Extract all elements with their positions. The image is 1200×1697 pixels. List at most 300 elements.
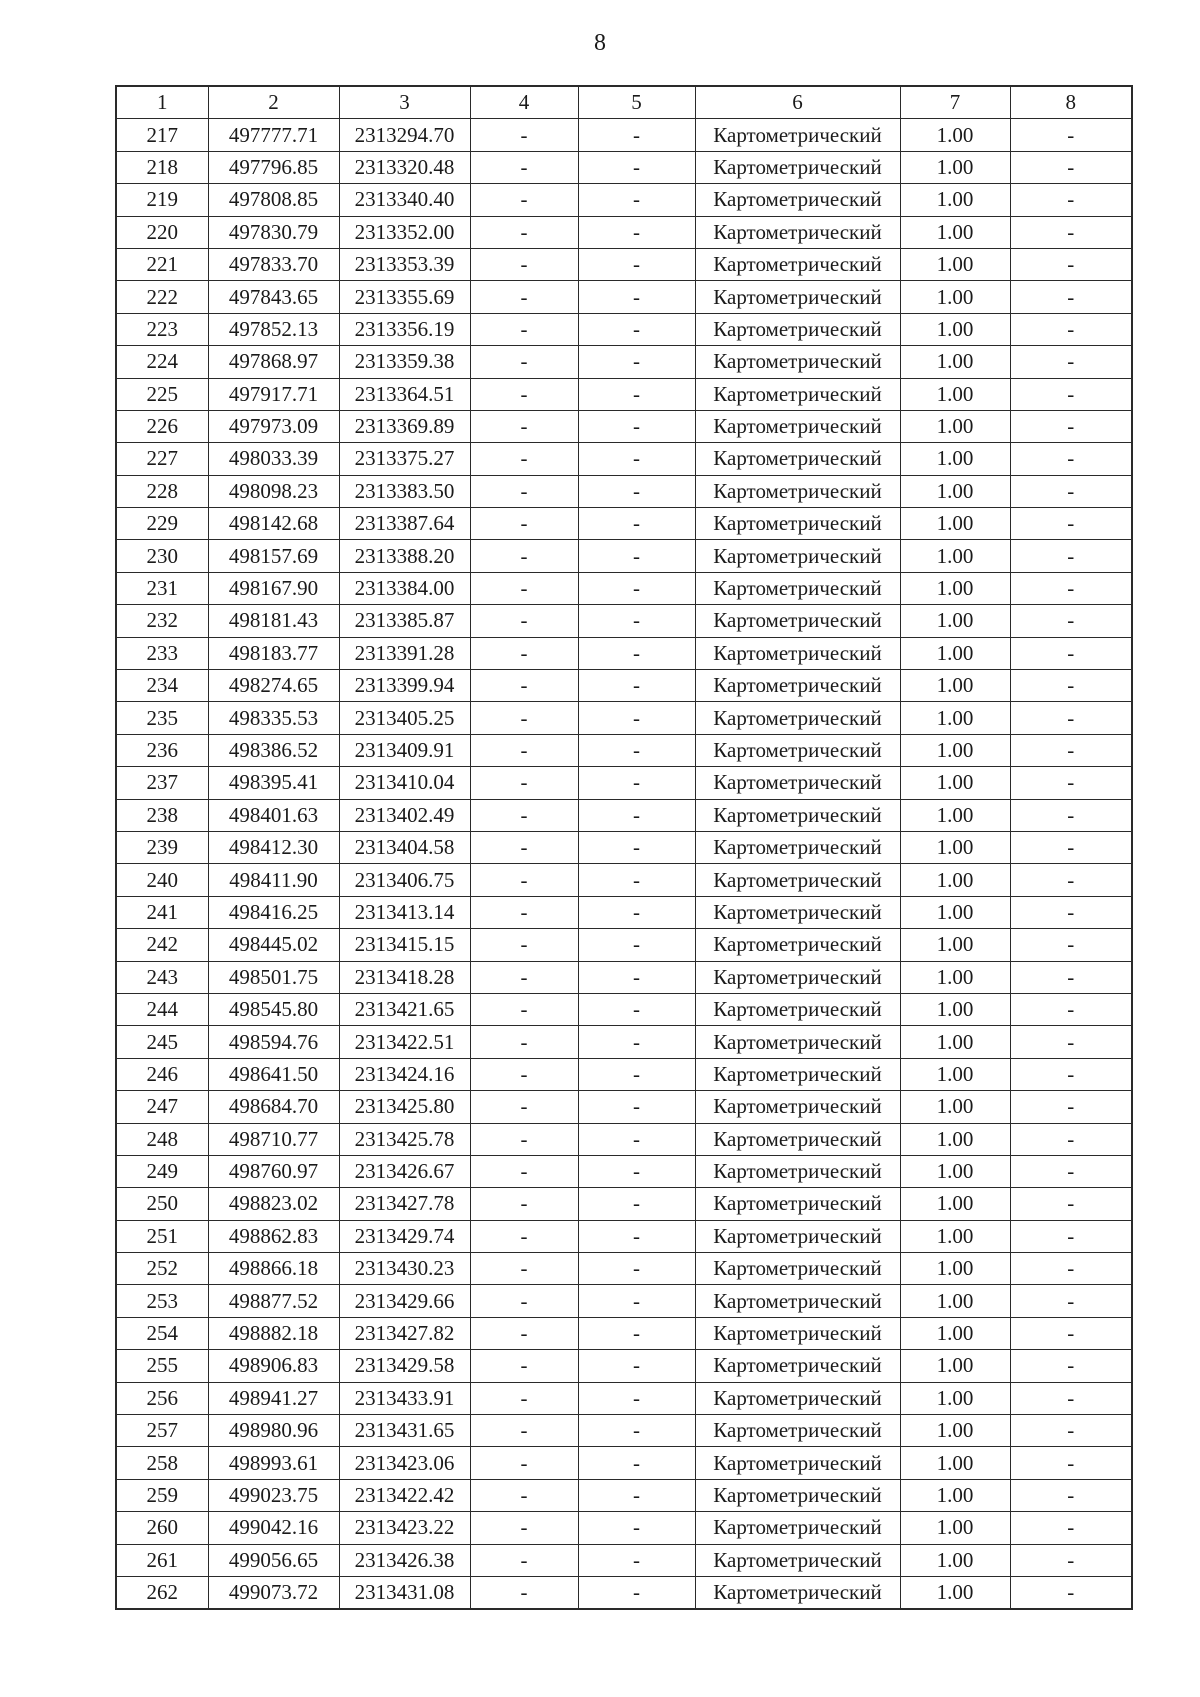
cell-x-coordinate: 497833.70 [208,248,339,280]
cell-col-4: - [470,929,578,961]
cell-point-number: 234 [116,670,208,702]
cell-col-4: - [470,864,578,896]
cell-point-number: 262 [116,1576,208,1609]
cell-col-8: - [1010,1220,1132,1252]
cell-y-coordinate: 2313387.64 [339,508,470,540]
cell-col-8: - [1010,831,1132,863]
cell-x-coordinate: 498877.52 [208,1285,339,1317]
cell-x-coordinate: 498411.90 [208,864,339,896]
cell-point-number: 257 [116,1415,208,1447]
cell-accuracy: 1.00 [900,248,1010,280]
cell-method: Картометрический [695,1026,900,1058]
header-row [116,86,1132,119]
cell-x-coordinate: 498412.30 [208,831,339,863]
cell-point-number: 219 [116,184,208,216]
cell-col-8: - [1010,1350,1132,1382]
table-row [116,1415,1132,1447]
cell-col-5: - [578,1026,695,1058]
cell-col-5: - [578,1317,695,1349]
table-row [116,410,1132,442]
cell-x-coordinate: 498181.43 [208,605,339,637]
cell-col-4: - [470,475,578,507]
cell-col-4: - [470,896,578,928]
cell-x-coordinate: 498823.02 [208,1188,339,1220]
cell-col-5: - [578,1576,695,1609]
cell-accuracy: 1.00 [900,184,1010,216]
table-row [116,346,1132,378]
cell-method: Картометрический [695,475,900,507]
column-header-1: 1 [116,86,208,119]
cell-col-8: - [1010,637,1132,669]
cell-col-8: - [1010,346,1132,378]
cell-x-coordinate: 498882.18 [208,1317,339,1349]
cell-method: Картометрический [695,1576,900,1609]
cell-col-8: - [1010,508,1132,540]
cell-method: Картометрический [695,1220,900,1252]
cell-method: Картометрический [695,1155,900,1187]
cell-point-number: 259 [116,1479,208,1511]
table-header [116,86,1132,119]
cell-col-8: - [1010,1123,1132,1155]
cell-col-5: - [578,410,695,442]
table-row [116,475,1132,507]
cell-x-coordinate: 498157.69 [208,540,339,572]
cell-col-4: - [470,572,578,604]
cell-point-number: 223 [116,313,208,345]
table-row [116,1544,1132,1576]
cell-col-8: - [1010,475,1132,507]
cell-x-coordinate: 497917.71 [208,378,339,410]
cell-col-4: - [470,799,578,831]
cell-y-coordinate: 2313402.49 [339,799,470,831]
cell-y-coordinate: 2313404.58 [339,831,470,863]
cell-y-coordinate: 2313429.58 [339,1350,470,1382]
cell-point-number: 249 [116,1155,208,1187]
cell-accuracy: 1.00 [900,961,1010,993]
cell-col-5: - [578,281,695,313]
cell-accuracy: 1.00 [900,1188,1010,1220]
column-header-3: 3 [339,86,470,119]
cell-method: Картометрический [695,1479,900,1511]
cell-col-8: - [1010,929,1132,961]
table-row [116,605,1132,637]
cell-col-5: - [578,1253,695,1285]
cell-point-number: 225 [116,378,208,410]
cell-col-8: - [1010,540,1132,572]
cell-col-8: - [1010,443,1132,475]
cell-accuracy: 1.00 [900,734,1010,766]
cell-accuracy: 1.00 [900,119,1010,151]
cell-y-coordinate: 2313391.28 [339,637,470,669]
cell-col-8: - [1010,1415,1132,1447]
cell-col-4: - [470,831,578,863]
cell-x-coordinate: 497973.09 [208,410,339,442]
cell-y-coordinate: 2313424.16 [339,1058,470,1090]
cell-col-4: - [470,540,578,572]
table-row [116,637,1132,669]
cell-y-coordinate: 2313425.78 [339,1123,470,1155]
cell-col-4: - [470,410,578,442]
cell-col-4: - [470,151,578,183]
cell-accuracy: 1.00 [900,670,1010,702]
cell-col-5: - [578,1091,695,1123]
cell-point-number: 227 [116,443,208,475]
cell-col-8: - [1010,702,1132,734]
cell-point-number: 221 [116,248,208,280]
cell-accuracy: 1.00 [900,1317,1010,1349]
cell-y-coordinate: 2313320.48 [339,151,470,183]
table-row [116,1382,1132,1414]
cell-col-4: - [470,378,578,410]
cell-method: Картометрический [695,1544,900,1576]
cell-accuracy: 1.00 [900,281,1010,313]
cell-method: Картометрический [695,831,900,863]
table-row [116,281,1132,313]
cell-point-number: 239 [116,831,208,863]
cell-accuracy: 1.00 [900,1350,1010,1382]
cell-col-5: - [578,313,695,345]
table-row [116,1512,1132,1544]
cell-x-coordinate: 498710.77 [208,1123,339,1155]
cell-col-4: - [470,1382,578,1414]
cell-col-8: - [1010,378,1132,410]
cell-x-coordinate: 497843.65 [208,281,339,313]
cell-method: Картометрический [695,1350,900,1382]
cell-method: Картометрический [695,410,900,442]
cell-col-8: - [1010,1253,1132,1285]
cell-col-5: - [578,1447,695,1479]
table-row [116,1058,1132,1090]
cell-col-4: - [470,1544,578,1576]
cell-col-5: - [578,508,695,540]
cell-col-8: - [1010,572,1132,604]
cell-col-4: - [470,1285,578,1317]
cell-y-coordinate: 2313430.23 [339,1253,470,1285]
cell-y-coordinate: 2313410.04 [339,767,470,799]
cell-accuracy: 1.00 [900,831,1010,863]
table-row [116,1285,1132,1317]
cell-y-coordinate: 2313423.22 [339,1512,470,1544]
cell-accuracy: 1.00 [900,1382,1010,1414]
cell-col-4: - [470,346,578,378]
table-row [116,1091,1132,1123]
cell-col-4: - [470,1317,578,1349]
cell-y-coordinate: 2313431.65 [339,1415,470,1447]
cell-x-coordinate: 498098.23 [208,475,339,507]
cell-y-coordinate: 2313415.15 [339,929,470,961]
cell-point-number: 258 [116,1447,208,1479]
cell-point-number: 233 [116,637,208,669]
cell-method: Картометрический [695,605,900,637]
cell-y-coordinate: 2313388.20 [339,540,470,572]
cell-method: Картометрический [695,443,900,475]
cell-col-4: - [470,1188,578,1220]
table-row [116,670,1132,702]
cell-method: Картометрический [695,248,900,280]
cell-x-coordinate: 498386.52 [208,734,339,766]
cell-col-5: - [578,831,695,863]
cell-col-5: - [578,184,695,216]
cell-col-5: - [578,378,695,410]
cell-col-5: - [578,151,695,183]
cell-col-4: - [470,508,578,540]
cell-method: Картометрический [695,1253,900,1285]
cell-col-8: - [1010,1058,1132,1090]
cell-accuracy: 1.00 [900,378,1010,410]
cell-x-coordinate: 498335.53 [208,702,339,734]
cell-accuracy: 1.00 [900,410,1010,442]
cell-col-8: - [1010,1447,1132,1479]
cell-y-coordinate: 2313422.42 [339,1479,470,1511]
cell-y-coordinate: 2313383.50 [339,475,470,507]
cell-col-5: - [578,1415,695,1447]
cell-col-4: - [470,1253,578,1285]
cell-method: Картометрический [695,864,900,896]
cell-col-8: - [1010,864,1132,896]
cell-col-4: - [470,216,578,248]
cell-col-5: - [578,1350,695,1382]
cell-col-5: - [578,216,695,248]
table-row [116,1220,1132,1252]
column-header-2: 2 [208,86,339,119]
cell-x-coordinate: 497830.79 [208,216,339,248]
cell-col-8: - [1010,1091,1132,1123]
cell-point-number: 247 [116,1091,208,1123]
cell-method: Картометрический [695,1382,900,1414]
cell-point-number: 229 [116,508,208,540]
page-number: 8 [594,30,606,56]
cell-x-coordinate: 498760.97 [208,1155,339,1187]
cell-x-coordinate: 498445.02 [208,929,339,961]
cell-accuracy: 1.00 [900,1058,1010,1090]
cell-point-number: 236 [116,734,208,766]
table-row [116,216,1132,248]
cell-col-4: - [470,1058,578,1090]
cell-col-4: - [470,702,578,734]
cell-y-coordinate: 2313375.27 [339,443,470,475]
cell-col-8: - [1010,961,1132,993]
cell-accuracy: 1.00 [900,864,1010,896]
table-row [116,1026,1132,1058]
cell-x-coordinate: 498993.61 [208,1447,339,1479]
table-row [116,1479,1132,1511]
cell-y-coordinate: 2313425.80 [339,1091,470,1123]
cell-col-4: - [470,281,578,313]
cell-col-4: - [470,1512,578,1544]
table-row [116,1350,1132,1382]
cell-y-coordinate: 2313353.39 [339,248,470,280]
cell-col-5: - [578,540,695,572]
cell-y-coordinate: 2313399.94 [339,670,470,702]
cell-point-number: 248 [116,1123,208,1155]
table-row [116,508,1132,540]
table-row [116,151,1132,183]
cell-x-coordinate: 498545.80 [208,993,339,1025]
cell-point-number: 235 [116,702,208,734]
cell-method: Картометрический [695,1317,900,1349]
cell-x-coordinate: 498501.75 [208,961,339,993]
cell-accuracy: 1.00 [900,508,1010,540]
cell-col-5: - [578,119,695,151]
cell-x-coordinate: 498416.25 [208,896,339,928]
cell-x-coordinate: 498641.50 [208,1058,339,1090]
cell-accuracy: 1.00 [900,605,1010,637]
cell-point-number: 245 [116,1026,208,1058]
cell-col-5: - [578,993,695,1025]
cell-col-5: - [578,605,695,637]
column-header-8: 8 [1010,86,1132,119]
cell-col-8: - [1010,1576,1132,1609]
cell-method: Картометрический [695,508,900,540]
cell-col-5: - [578,1220,695,1252]
cell-accuracy: 1.00 [900,637,1010,669]
cell-method: Картометрический [695,637,900,669]
cell-y-coordinate: 2313352.00 [339,216,470,248]
cell-point-number: 220 [116,216,208,248]
cell-method: Картометрический [695,1447,900,1479]
table-row [116,313,1132,345]
table-row [116,864,1132,896]
cell-y-coordinate: 2313423.06 [339,1447,470,1479]
cell-col-5: - [578,1123,695,1155]
cell-method: Картометрический [695,1415,900,1447]
cell-point-number: 246 [116,1058,208,1090]
cell-method: Картометрический [695,216,900,248]
cell-col-4: - [470,184,578,216]
cell-accuracy: 1.00 [900,1415,1010,1447]
column-header-7: 7 [900,86,1010,119]
cell-col-4: - [470,993,578,1025]
cell-col-8: - [1010,734,1132,766]
cell-col-5: - [578,702,695,734]
table-row [116,1447,1132,1479]
cell-col-8: - [1010,767,1132,799]
cell-y-coordinate: 2313294.70 [339,119,470,151]
cell-x-coordinate: 498183.77 [208,637,339,669]
table-row [116,993,1132,1025]
table-row [116,799,1132,831]
cell-y-coordinate: 2313359.38 [339,346,470,378]
cell-col-4: - [470,1155,578,1187]
cell-accuracy: 1.00 [900,1220,1010,1252]
cell-y-coordinate: 2313429.66 [339,1285,470,1317]
cell-col-4: - [470,1026,578,1058]
table-row [116,119,1132,151]
cell-col-4: - [470,119,578,151]
cell-col-4: - [470,1123,578,1155]
cell-method: Картометрический [695,1512,900,1544]
table-row [116,1576,1132,1609]
cell-x-coordinate: 498980.96 [208,1415,339,1447]
table-row [116,184,1132,216]
cell-method: Картометрический [695,961,900,993]
cell-method: Картометрический [695,1188,900,1220]
cell-col-5: - [578,670,695,702]
cell-col-5: - [578,572,695,604]
cell-accuracy: 1.00 [900,540,1010,572]
table-row [116,767,1132,799]
cell-col-8: - [1010,1285,1132,1317]
cell-point-number: 244 [116,993,208,1025]
cell-accuracy: 1.00 [900,929,1010,961]
cell-x-coordinate: 498906.83 [208,1350,339,1382]
cell-accuracy: 1.00 [900,443,1010,475]
cell-point-number: 242 [116,929,208,961]
cell-col-5: - [578,1058,695,1090]
cell-method: Картометрический [695,702,900,734]
cell-x-coordinate: 499042.16 [208,1512,339,1544]
cell-x-coordinate: 499073.72 [208,1576,339,1609]
cell-point-number: 231 [116,572,208,604]
cell-col-4: - [470,767,578,799]
cell-col-4: - [470,670,578,702]
cell-x-coordinate: 497796.85 [208,151,339,183]
cell-accuracy: 1.00 [900,702,1010,734]
cell-accuracy: 1.00 [900,313,1010,345]
cell-col-5: - [578,1382,695,1414]
cell-col-5: - [578,1155,695,1187]
cell-col-5: - [578,1544,695,1576]
cell-col-8: - [1010,1026,1132,1058]
cell-x-coordinate: 498142.68 [208,508,339,540]
cell-accuracy: 1.00 [900,1123,1010,1155]
cell-col-8: - [1010,1544,1132,1576]
cell-col-8: - [1010,410,1132,442]
cell-point-number: 255 [116,1350,208,1382]
cell-y-coordinate: 2313431.08 [339,1576,470,1609]
table-row [116,702,1132,734]
table-row [116,1155,1132,1187]
cell-y-coordinate: 2313356.19 [339,313,470,345]
cell-method: Картометрический [695,767,900,799]
cell-point-number: 261 [116,1544,208,1576]
cell-accuracy: 1.00 [900,799,1010,831]
cell-y-coordinate: 2313433.91 [339,1382,470,1414]
cell-col-8: - [1010,1317,1132,1349]
cell-y-coordinate: 2313413.14 [339,896,470,928]
cell-col-4: - [470,1576,578,1609]
cell-col-8: - [1010,1155,1132,1187]
table-row [116,1317,1132,1349]
cell-method: Картометрический [695,184,900,216]
cell-point-number: 256 [116,1382,208,1414]
cell-col-4: - [470,1415,578,1447]
cell-x-coordinate: 499023.75 [208,1479,339,1511]
cell-col-5: - [578,896,695,928]
cell-x-coordinate: 498401.63 [208,799,339,831]
cell-col-5: - [578,637,695,669]
cell-col-8: - [1010,184,1132,216]
cell-x-coordinate: 498684.70 [208,1091,339,1123]
cell-col-8: - [1010,313,1132,345]
table-row [116,248,1132,280]
cell-method: Картометрический [695,799,900,831]
cell-accuracy: 1.00 [900,1479,1010,1511]
cell-col-4: - [470,1350,578,1382]
cell-method: Картометрический [695,572,900,604]
cell-accuracy: 1.00 [900,475,1010,507]
cell-col-4: - [470,637,578,669]
cell-x-coordinate: 497852.13 [208,313,339,345]
cell-x-coordinate: 497808.85 [208,184,339,216]
cell-y-coordinate: 2313369.89 [339,410,470,442]
cell-y-coordinate: 2313421.65 [339,993,470,1025]
cell-col-4: - [470,313,578,345]
cell-col-8: - [1010,1479,1132,1511]
cell-point-number: 252 [116,1253,208,1285]
table-row [116,961,1132,993]
cell-method: Картометрический [695,378,900,410]
